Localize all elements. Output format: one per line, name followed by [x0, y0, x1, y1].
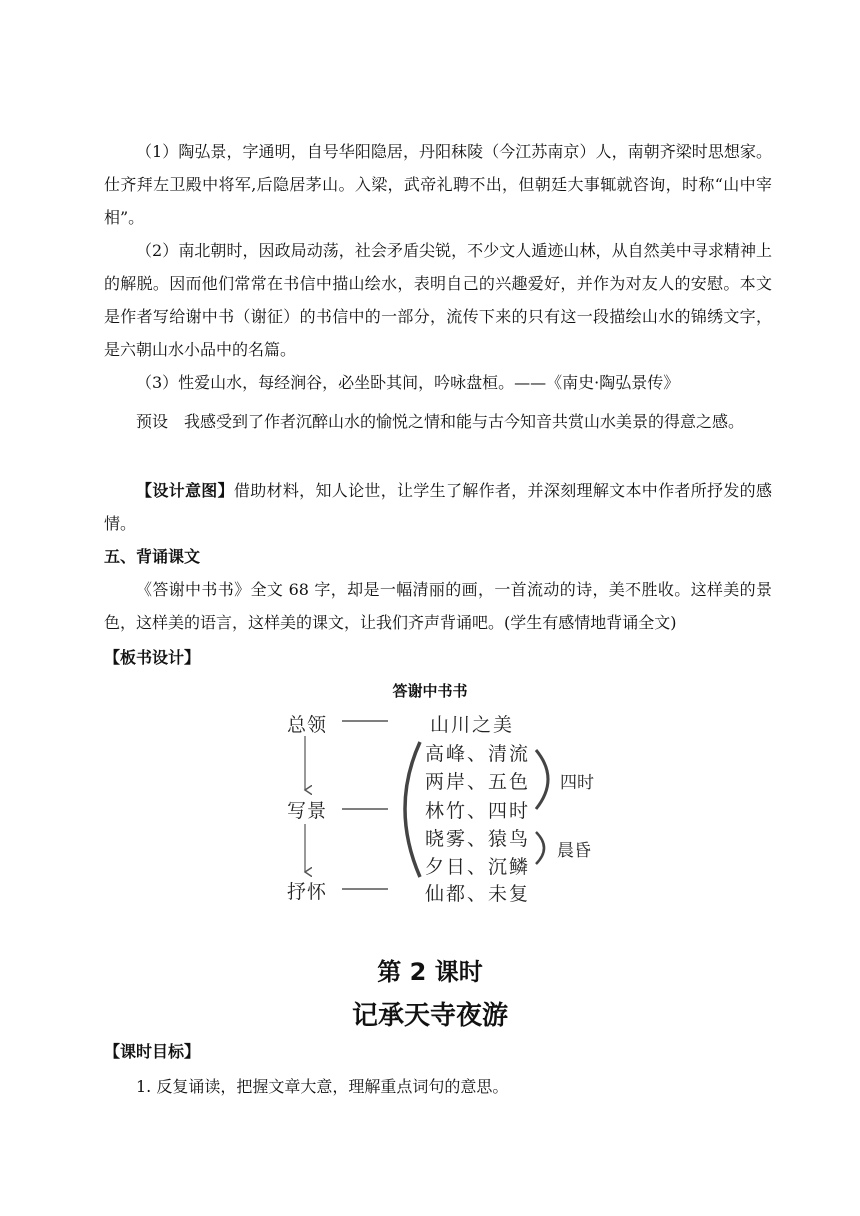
board-item: 夕日、沉鳞	[425, 856, 531, 878]
section-heading-recite: 五、背诵课文	[104, 547, 201, 566]
right-paren-dawn-dusk	[536, 832, 544, 864]
board-item: 仙都、未复	[425, 883, 531, 905]
board-item: 林竹、四时	[425, 800, 531, 822]
board-title: 答谢中书书	[392, 682, 468, 700]
paragraph-design-intent	[104, 474, 772, 540]
right-paren-seasons	[536, 750, 548, 809]
paragraph-preset-answer: 预设 我感受到了作者沉醉山水的愉悦之情和能与古今知音共赏山水美景的得意之感。	[136, 412, 745, 431]
group-label-dawn-dusk: 晨昏	[557, 841, 591, 861]
board-design-label: 【板书设计】	[104, 648, 201, 667]
board-item: 高峰、清流	[425, 743, 531, 765]
paragraph-recite-text: 《答谢中书书》全文 68 字，却是一幅清丽的画，一首流动的诗，美不胜收。这样美的景色，这样美的语言，这样美的课文，让我们齐声背诵吧。(学生有感情地背诵全文)	[104, 580, 772, 632]
lesson-goal-1: 1. 反复诵读，把握文章大意，理解重点词句的意思。	[136, 1077, 509, 1096]
lesson-goals-label: 【课时目标】	[104, 1042, 201, 1061]
lesson-title: 记承天寺夜游	[351, 1001, 508, 1031]
board-design-diagram	[260, 672, 620, 912]
group-label-seasons: 四时	[560, 773, 594, 793]
paragraph-nanshi-quote: （3）性爱山水，每经涧谷，必坐卧其间，吟咏盘桓。——《南史·陶弘景传》	[136, 373, 680, 392]
design-intent-label: 【设计意图】	[136, 481, 234, 500]
paragraph-tao-hongjing-bio: （1）陶弘景，字通明，自号华阳隐居，丹阳秣陵（今江苏南京）人，南朝齐梁时思想家。仕齐拜左卫殿中将军,后隐居茅山。入梁，武帝礼聘不出，但朝廷大事辄就咨询，时称“山中宰相”。	[104, 142, 772, 227]
board-item: 山川之美	[430, 714, 515, 736]
stage-feeling: 抒怀	[287, 881, 328, 903]
board-item: 两岸、五色	[425, 771, 531, 793]
paragraph-southern-northern-dynasties: （2）南北朝时，因政局动荡，社会矛盾尖锐，不少文人遁迹山林，从自然美中寻求精神上的解脱。因而他们常常在书信中描山绘水，表明自己的兴趣爱好，并作为对友人的安慰。本文是作者写给谢中书（谢征）的书信中的一部分，流传下来的只有这一段描绘山水的锦绣文字，是六朝山水小品中的名篇。	[104, 241, 772, 359]
lesson-number: 第 2 课时	[377, 958, 483, 986]
stage-scenery: 写景	[287, 800, 328, 822]
stage-overview: 总领	[287, 714, 328, 736]
big-left-paren	[405, 742, 420, 877]
design-intent-text: 借助材料，知人论世，让学生了解作者，并深刻理解文本中作者所抒发的感情。	[104, 481, 772, 533]
board-item: 晓雾、猿鸟	[425, 828, 531, 850]
